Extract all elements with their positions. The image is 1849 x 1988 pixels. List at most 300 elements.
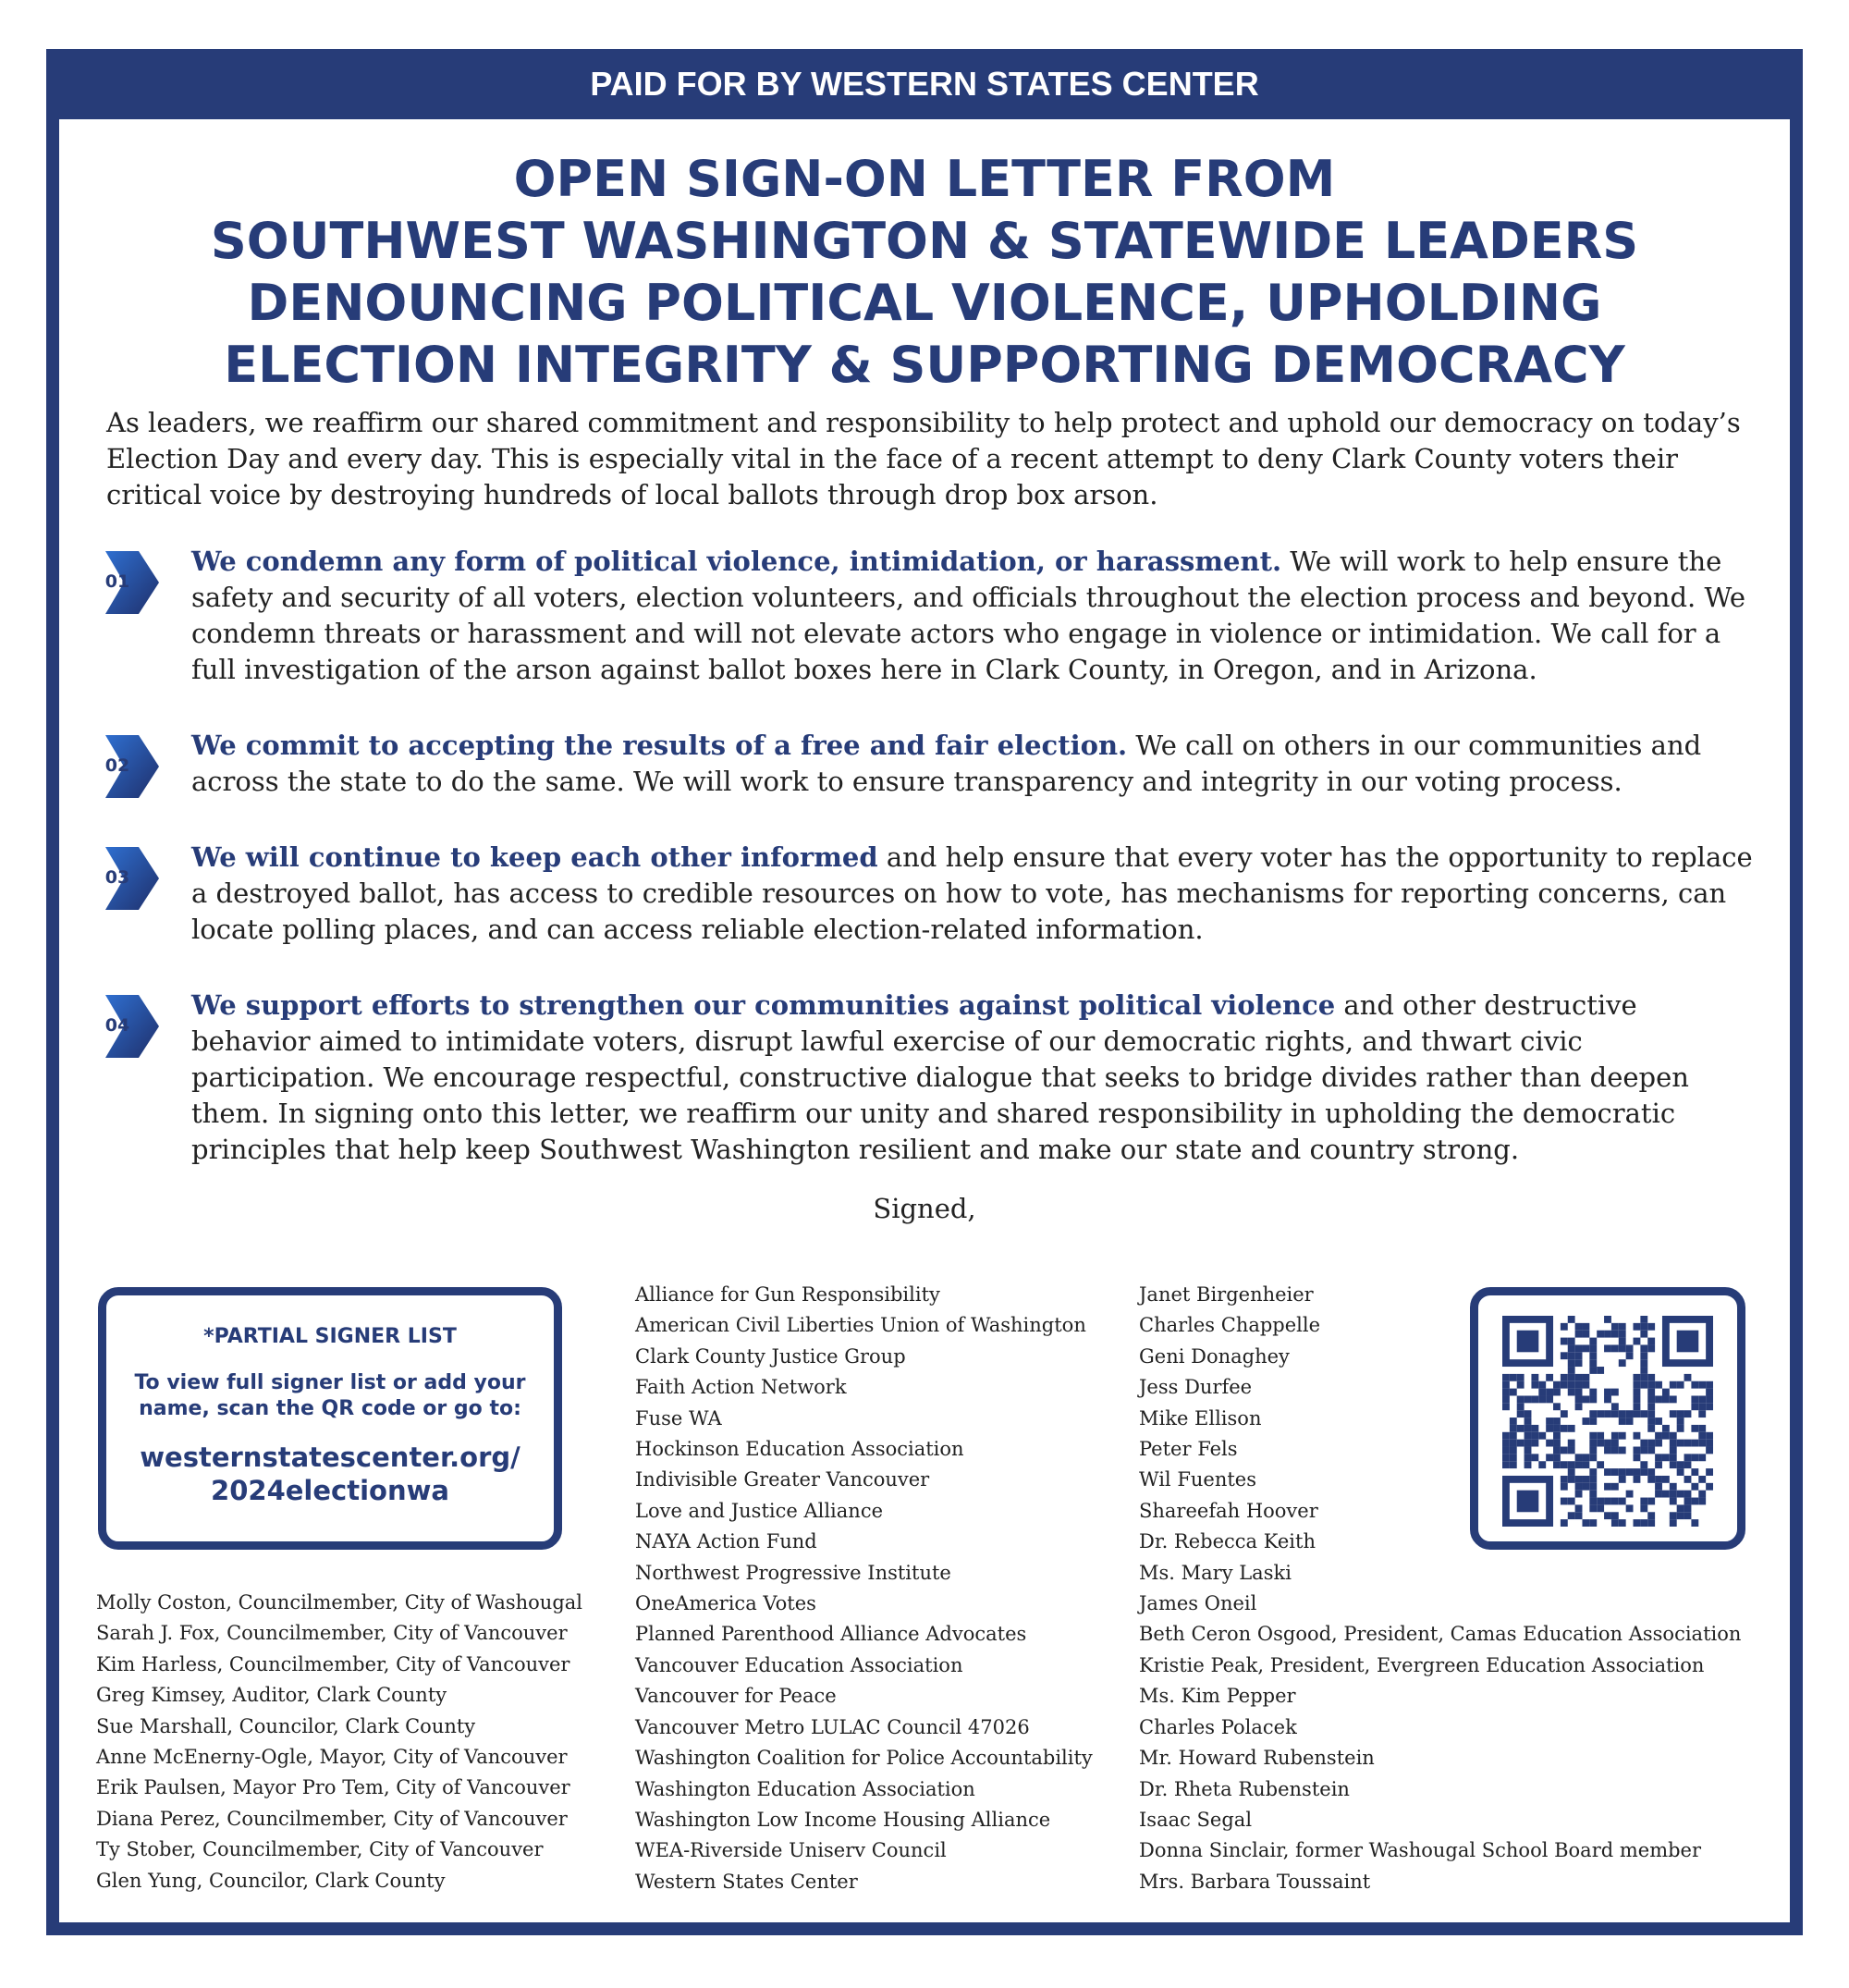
qr-module xyxy=(1655,1395,1662,1403)
qr-module xyxy=(1647,1512,1655,1519)
qr-module xyxy=(1684,1504,1692,1512)
qr-module xyxy=(1698,1476,1706,1483)
qr-module xyxy=(1640,1519,1647,1527)
qr-module xyxy=(1626,1491,1634,1498)
qr-module xyxy=(1619,1476,1626,1483)
qr-module xyxy=(1561,1447,1568,1454)
qr-module xyxy=(1575,1395,1583,1403)
qr-module xyxy=(1525,1395,1532,1403)
qr-module xyxy=(1597,1410,1604,1417)
qr-module xyxy=(1589,1338,1597,1345)
qr-module xyxy=(1561,1323,1568,1331)
qr-module xyxy=(1561,1498,1568,1505)
qr-module xyxy=(1568,1425,1575,1432)
qr-module xyxy=(1553,1417,1561,1425)
qr-module xyxy=(1619,1410,1626,1417)
signer-organization: Hockinson Education Association xyxy=(635,1438,964,1461)
qr-module xyxy=(1647,1447,1655,1454)
point-number: 02 xyxy=(104,755,130,776)
qr-module xyxy=(1684,1440,1692,1447)
qr-module xyxy=(1698,1498,1706,1505)
qr-module xyxy=(1677,1468,1684,1476)
qr-module xyxy=(1626,1410,1634,1417)
qr-module xyxy=(1691,1381,1698,1389)
qr-module xyxy=(1619,1417,1626,1425)
qr-module xyxy=(1611,1519,1619,1527)
signer-individual: Beth Ceron Osgood, President, Camas Education Association xyxy=(1139,1623,1742,1646)
signer-individual: James Oneil xyxy=(1139,1592,1257,1615)
qr-module xyxy=(1589,1476,1597,1483)
signer-organization: OneAmerica Votes xyxy=(635,1592,816,1615)
qr-module xyxy=(1647,1468,1655,1476)
qr-module xyxy=(1561,1476,1568,1483)
qr-module xyxy=(1575,1512,1583,1519)
qr-module xyxy=(1568,1389,1575,1396)
qr-module xyxy=(1655,1483,1662,1491)
qr-module xyxy=(1634,1410,1641,1417)
signer-individual: Donna Sinclair, former Washougal School Board member xyxy=(1139,1839,1702,1862)
qr-module xyxy=(1619,1338,1626,1345)
qr-module xyxy=(1670,1381,1677,1389)
qr-module xyxy=(1582,1476,1589,1483)
signer-organization: Planned Parenthood Alliance Advocates xyxy=(635,1623,1027,1646)
qr-module xyxy=(1670,1519,1677,1527)
qr-module xyxy=(1706,1389,1713,1396)
qr-module xyxy=(1640,1316,1647,1323)
point-text xyxy=(191,728,1754,800)
qr-module xyxy=(1589,1504,1597,1512)
qr-module xyxy=(1517,1374,1525,1381)
signer-official: Erik Paulsen, Mayor Pro Tem, City of Vancouver xyxy=(96,1776,570,1799)
qr-module xyxy=(1706,1381,1713,1389)
qr-module xyxy=(1611,1389,1619,1396)
qr-module xyxy=(1582,1395,1589,1403)
qr-module xyxy=(1619,1323,1626,1331)
qr-module xyxy=(1575,1476,1583,1483)
qr-module xyxy=(1670,1447,1677,1454)
qr-module xyxy=(1604,1498,1611,1505)
qr-module xyxy=(1684,1512,1692,1519)
qr-module xyxy=(1575,1359,1583,1367)
signer-official: Ty Stober, Councilmember, City of Vancouver xyxy=(96,1838,544,1861)
qr-module xyxy=(1640,1374,1647,1381)
qr-module xyxy=(1604,1395,1611,1403)
signer-organization: Washington Low Income Housing Alliance xyxy=(635,1808,1051,1831)
qr-module xyxy=(1575,1344,1583,1352)
qr-module xyxy=(1575,1331,1583,1338)
headline-line: OPEN SIGN-ON LETTER FROM xyxy=(513,150,1336,208)
qr-module xyxy=(1647,1440,1655,1447)
qr-module xyxy=(1634,1323,1641,1331)
qr-module xyxy=(1706,1447,1713,1454)
qr-module xyxy=(1604,1468,1611,1476)
qr-module xyxy=(1589,1519,1597,1527)
qr-module xyxy=(1684,1454,1692,1461)
qr-module xyxy=(1568,1461,1575,1468)
qr-module xyxy=(1677,1512,1684,1519)
signer-individual: Janet Birgenheier xyxy=(1139,1283,1314,1306)
signer-individual: Dr. Rheta Rubenstein xyxy=(1139,1777,1350,1800)
qr-module xyxy=(1502,1403,1510,1410)
signer-organization: Fuse WA xyxy=(635,1406,722,1430)
qr-module xyxy=(1538,1461,1546,1468)
qr-module xyxy=(1575,1403,1583,1410)
qr-module xyxy=(1640,1498,1647,1505)
signer-organization: Love and Justice Alliance xyxy=(635,1499,884,1522)
qr-module xyxy=(1670,1483,1677,1491)
qr-module xyxy=(1525,1417,1532,1425)
signer-individual: Shareefah Hoover xyxy=(1139,1499,1318,1522)
qr-module xyxy=(1589,1454,1597,1461)
qr-module xyxy=(1582,1374,1589,1381)
qr-module xyxy=(1698,1432,1706,1440)
qr-module xyxy=(1575,1323,1583,1331)
qr-module xyxy=(1634,1395,1641,1403)
qr-module xyxy=(1691,1519,1698,1527)
point-number: 03 xyxy=(104,867,130,888)
qr-module xyxy=(1538,1389,1546,1396)
qr-module xyxy=(1619,1468,1626,1476)
qr-module xyxy=(1597,1331,1604,1338)
signer-official: Sue Marshall, Councilor, Clark County xyxy=(96,1714,476,1737)
qr-module xyxy=(1647,1395,1655,1403)
qr-module xyxy=(1561,1519,1568,1527)
qr-module xyxy=(1575,1483,1583,1491)
qr-module xyxy=(1634,1454,1641,1461)
qr-module xyxy=(1640,1410,1647,1417)
qr-module xyxy=(1662,1395,1670,1403)
signer-individual: Isaac Segal xyxy=(1139,1808,1253,1831)
qr-module xyxy=(1561,1483,1568,1491)
qr-module xyxy=(1706,1440,1713,1447)
qr-module xyxy=(1698,1410,1706,1417)
point-text xyxy=(191,988,1754,1168)
qr-module xyxy=(1502,1381,1510,1389)
qr-module xyxy=(1662,1476,1670,1483)
qr-module xyxy=(1619,1498,1626,1505)
qr-module xyxy=(1684,1410,1692,1417)
qr-module xyxy=(1561,1352,1568,1359)
qr-finder-center xyxy=(1677,1331,1699,1353)
qr-module xyxy=(1684,1461,1692,1468)
qr-module xyxy=(1611,1403,1619,1410)
signer-individual: Charles Polacek xyxy=(1139,1715,1297,1738)
qr-module xyxy=(1510,1417,1517,1425)
qr-module xyxy=(1517,1403,1525,1410)
signer-individual: Geni Donaghey xyxy=(1139,1344,1290,1368)
qr-module xyxy=(1589,1410,1597,1417)
qr-module xyxy=(1640,1447,1647,1454)
qr-module xyxy=(1531,1395,1538,1403)
qr-module xyxy=(1575,1374,1583,1381)
officials-list xyxy=(96,1588,582,1896)
qr-module xyxy=(1640,1331,1647,1338)
qr-module xyxy=(1611,1410,1619,1417)
signer-official: Diana Perez, Councilmember, City of Vancouver xyxy=(96,1807,568,1830)
qr-module xyxy=(1604,1512,1611,1519)
qr-module xyxy=(1619,1519,1626,1527)
signer-organization: Clark County Justice Group xyxy=(635,1344,906,1368)
qr-module xyxy=(1611,1447,1619,1454)
qr-module xyxy=(1662,1425,1670,1432)
signer-organization: Northwest Progressive Institute xyxy=(635,1561,951,1584)
qr-module xyxy=(1611,1498,1619,1505)
organizations-list xyxy=(635,1280,1093,1897)
qr-module xyxy=(1662,1491,1670,1498)
qr-module xyxy=(1655,1454,1662,1461)
url-line: westernstatescenter.org/ xyxy=(140,1442,520,1473)
signer-individual: Mike Ellison xyxy=(1139,1406,1262,1430)
qr-module xyxy=(1589,1344,1597,1352)
qr-module xyxy=(1546,1440,1553,1447)
signer-organization: Vancouver Education Association xyxy=(635,1653,963,1676)
signer-organization: Indivisible Greater Vancouver xyxy=(635,1468,930,1491)
point-lead: We will continue to keep each other informed xyxy=(191,841,878,873)
qr-module xyxy=(1670,1498,1677,1505)
qr-module xyxy=(1561,1381,1568,1389)
qr-module xyxy=(1531,1374,1538,1381)
qr-module xyxy=(1634,1381,1641,1389)
qr-module xyxy=(1561,1374,1568,1381)
qr-module xyxy=(1698,1395,1706,1403)
point-number: 01 xyxy=(104,571,130,592)
qr-module xyxy=(1604,1389,1611,1396)
qr-module xyxy=(1589,1483,1597,1491)
point-body: and help ensure that every voter has the opportunity to replace a destroyed ballot, has access to credible resources on how to vote, has mechanisms for reporting concerns, can locate polling places, and can access reliable election-related information. xyxy=(191,841,1753,945)
qr-module xyxy=(1531,1432,1538,1440)
qr-module xyxy=(1604,1344,1611,1352)
qr-module xyxy=(1568,1447,1575,1454)
signer-individual: Charles Chappelle xyxy=(1139,1314,1321,1337)
qr-module xyxy=(1691,1440,1698,1447)
qr-module xyxy=(1634,1403,1641,1410)
qr-module xyxy=(1640,1367,1647,1374)
signer-organization: American Civil Liberties Union of Washington xyxy=(635,1314,1086,1337)
url-line: 2024electionwa xyxy=(211,1475,449,1506)
qr-module xyxy=(1502,1395,1510,1403)
qr-module xyxy=(1640,1468,1647,1476)
qr-module xyxy=(1604,1410,1611,1417)
qr-module xyxy=(1531,1381,1538,1389)
qr-module xyxy=(1698,1491,1706,1498)
qr-module xyxy=(1634,1476,1641,1483)
qr-module xyxy=(1611,1323,1619,1331)
headline-line: SOUTHWEST WASHINGTON & STATEWIDE LEADERS xyxy=(210,212,1639,270)
qr-module xyxy=(1634,1389,1641,1396)
qr-module xyxy=(1510,1425,1517,1432)
qr-module xyxy=(1546,1395,1553,1403)
point-body: and other destructive behavior aimed to intimidate voters, disrupt lawful exercise of our democratic rights, and thwart civic participation. We encourage respectful, constructive dialogue that seeks to bridge divides rather than deepen them. In signing onto this letter, we reaffirm our unity and shared responsibility in upholding the democratic principles that help keep Southwest Washington resilient and make our state and country strong. xyxy=(191,989,1689,1165)
qr-module xyxy=(1647,1476,1655,1483)
qr-module xyxy=(1677,1504,1684,1512)
qr-module xyxy=(1640,1381,1647,1389)
qr-module xyxy=(1510,1440,1517,1447)
qr-module xyxy=(1538,1395,1546,1403)
qr-module xyxy=(1568,1316,1575,1323)
qr-module xyxy=(1568,1338,1575,1345)
qr-module xyxy=(1510,1432,1517,1440)
qr-module xyxy=(1561,1410,1568,1417)
signer-organization: Washington Education Association xyxy=(635,1777,975,1800)
qr-module xyxy=(1531,1425,1538,1432)
qr-module xyxy=(1517,1425,1525,1432)
qr-module xyxy=(1677,1440,1684,1447)
qr-module xyxy=(1640,1352,1647,1359)
qr-module xyxy=(1662,1389,1670,1396)
signer-individual: Dr. Rebecca Keith xyxy=(1139,1530,1316,1553)
signer-official: Greg Kimsey, Auditor, Clark County xyxy=(96,1684,447,1707)
qr-module xyxy=(1619,1331,1626,1338)
qr-module xyxy=(1589,1468,1597,1476)
signer-individual: Kristie Peak, President, Evergreen Education Association xyxy=(1139,1653,1705,1676)
qr-module xyxy=(1582,1483,1589,1491)
qr-module xyxy=(1698,1454,1706,1461)
qr-module xyxy=(1655,1381,1662,1389)
qr-module xyxy=(1525,1410,1532,1417)
qr-module xyxy=(1647,1410,1655,1417)
qr-module xyxy=(1517,1381,1525,1389)
qr-module xyxy=(1568,1352,1575,1359)
signed-label: Signed, xyxy=(873,1193,976,1224)
qr-module xyxy=(1691,1425,1698,1432)
signer-individual: Jess Durfee xyxy=(1139,1376,1253,1399)
qr-module xyxy=(1531,1440,1538,1447)
qr-module xyxy=(1568,1468,1575,1476)
signer-official: Kim Harless, Councilmember, City of Vancouver xyxy=(96,1652,570,1675)
qr-module xyxy=(1634,1447,1641,1454)
callout-text: To view full signer list or add your name, scan the QR code or go to: xyxy=(134,1371,526,1420)
signer-official: Molly Coston, Councilmember, City of Washougal xyxy=(96,1591,583,1614)
point-lead: We condemn any form of political violence, intimidation, or harassment. xyxy=(191,546,1282,577)
qr-module xyxy=(1589,1395,1597,1403)
qr-module xyxy=(1568,1359,1575,1367)
point-body: We call on others in our communities and across the state to do the same. We will work to ensure transparency and integrity in our voting process. xyxy=(191,730,1702,797)
qr-module xyxy=(1647,1498,1655,1505)
qr-module xyxy=(1684,1374,1692,1381)
signer-organization: Washington Coalition for Police Accountability xyxy=(635,1747,1093,1770)
qr-module xyxy=(1677,1425,1684,1432)
qr-module xyxy=(1582,1417,1589,1425)
point-number: 04 xyxy=(104,1015,130,1036)
qr-module xyxy=(1677,1410,1684,1417)
qr-module xyxy=(1568,1367,1575,1374)
qr-code-frame[interactable] xyxy=(1470,1287,1745,1550)
qr-module xyxy=(1626,1504,1634,1512)
qr-module xyxy=(1517,1395,1525,1403)
headline-line: DENOUNCING POLITICAL VIOLENCE, UPHOLDING xyxy=(247,274,1602,332)
signer-individual: Ms. Mary Laski xyxy=(1139,1561,1292,1584)
qr-module xyxy=(1647,1389,1655,1396)
qr-module xyxy=(1619,1447,1626,1454)
qr-module xyxy=(1589,1498,1597,1505)
qr-module xyxy=(1525,1447,1532,1454)
qr-module xyxy=(1589,1432,1597,1440)
qr-module xyxy=(1626,1352,1634,1359)
qr-module xyxy=(1691,1483,1698,1491)
qr-module xyxy=(1611,1344,1619,1352)
qr-module xyxy=(1582,1344,1589,1352)
qr-module xyxy=(1575,1491,1583,1498)
qr-module xyxy=(1517,1440,1525,1447)
qr-module xyxy=(1525,1440,1532,1447)
qr-module xyxy=(1691,1403,1698,1410)
qr-module xyxy=(1553,1425,1561,1432)
signer-individual: Ms. Kim Pepper xyxy=(1139,1685,1296,1708)
qr-module xyxy=(1553,1381,1561,1389)
qr-module xyxy=(1568,1512,1575,1519)
qr-module xyxy=(1691,1454,1698,1461)
paid-for-banner: PAID FOR BY WESTERN STATES CENTER xyxy=(46,49,1803,119)
qr-module xyxy=(1546,1374,1553,1381)
qr-module xyxy=(1589,1447,1597,1454)
qr-module xyxy=(1634,1374,1641,1381)
qr-module xyxy=(1611,1483,1619,1491)
qr-module xyxy=(1604,1440,1611,1447)
qr-module xyxy=(1589,1417,1597,1425)
qr-module xyxy=(1677,1491,1684,1498)
qr-module xyxy=(1538,1381,1546,1389)
qr-module xyxy=(1691,1468,1698,1476)
qr-module xyxy=(1531,1454,1538,1461)
qr-module xyxy=(1553,1461,1561,1468)
qr-module xyxy=(1684,1491,1692,1498)
qr-module xyxy=(1604,1316,1611,1323)
qr-module xyxy=(1655,1461,1662,1468)
qr-module xyxy=(1698,1425,1706,1432)
qr-module xyxy=(1634,1468,1641,1476)
qr-module xyxy=(1691,1395,1698,1403)
qr-module xyxy=(1575,1352,1583,1359)
qr-finder-center xyxy=(1517,1331,1539,1353)
qr-module xyxy=(1655,1432,1662,1440)
qr-code-icon[interactable] xyxy=(1502,1316,1713,1527)
signer-organization: WEA-Riverside Uniserv Council xyxy=(635,1839,947,1862)
qr-module xyxy=(1589,1440,1597,1447)
qr-module xyxy=(1647,1425,1655,1432)
qr-module xyxy=(1525,1454,1532,1461)
qr-module xyxy=(1647,1323,1655,1331)
qr-module xyxy=(1575,1504,1583,1512)
qr-module xyxy=(1611,1432,1619,1440)
qr-module xyxy=(1640,1461,1647,1468)
qr-module xyxy=(1582,1323,1589,1331)
signer-individual: Mr. Howard Rubenstein xyxy=(1139,1747,1375,1770)
qr-module xyxy=(1670,1432,1677,1440)
point-text xyxy=(191,840,1754,948)
signer-callout-box xyxy=(98,1287,562,1550)
qr-module xyxy=(1647,1338,1655,1345)
qr-module xyxy=(1655,1417,1662,1425)
qr-module xyxy=(1575,1389,1583,1396)
qr-module xyxy=(1647,1374,1655,1381)
qr-module xyxy=(1706,1403,1713,1410)
qr-module xyxy=(1677,1381,1684,1389)
qr-module xyxy=(1604,1483,1611,1491)
qr-module xyxy=(1706,1432,1713,1440)
point-body: We will work to help ensure the safety and security of all voters, election volunteers, and officials throughout the election process and beyond. We condemn threats or harassment and will not elevate actors who engage in violence or intimidation. We call for a full investigation of the arson against ballot boxes here in Clark County, in Oregon, and in Arizona. xyxy=(191,546,1746,685)
qr-module xyxy=(1706,1468,1713,1476)
signer-official: Glen Yung, Councilor, Clark County xyxy=(96,1869,446,1892)
qr-module xyxy=(1582,1519,1589,1527)
qr-module xyxy=(1698,1440,1706,1447)
qr-module xyxy=(1597,1504,1604,1512)
signer-organization: Vancouver Metro LULAC Council 47026 xyxy=(635,1715,1030,1738)
qr-module xyxy=(1670,1461,1677,1468)
qr-module xyxy=(1655,1491,1662,1498)
callout-title: *PARTIAL SIGNER LIST xyxy=(203,1325,457,1348)
qr-module xyxy=(1561,1338,1568,1345)
signer-url-link[interactable] xyxy=(106,1441,554,1507)
